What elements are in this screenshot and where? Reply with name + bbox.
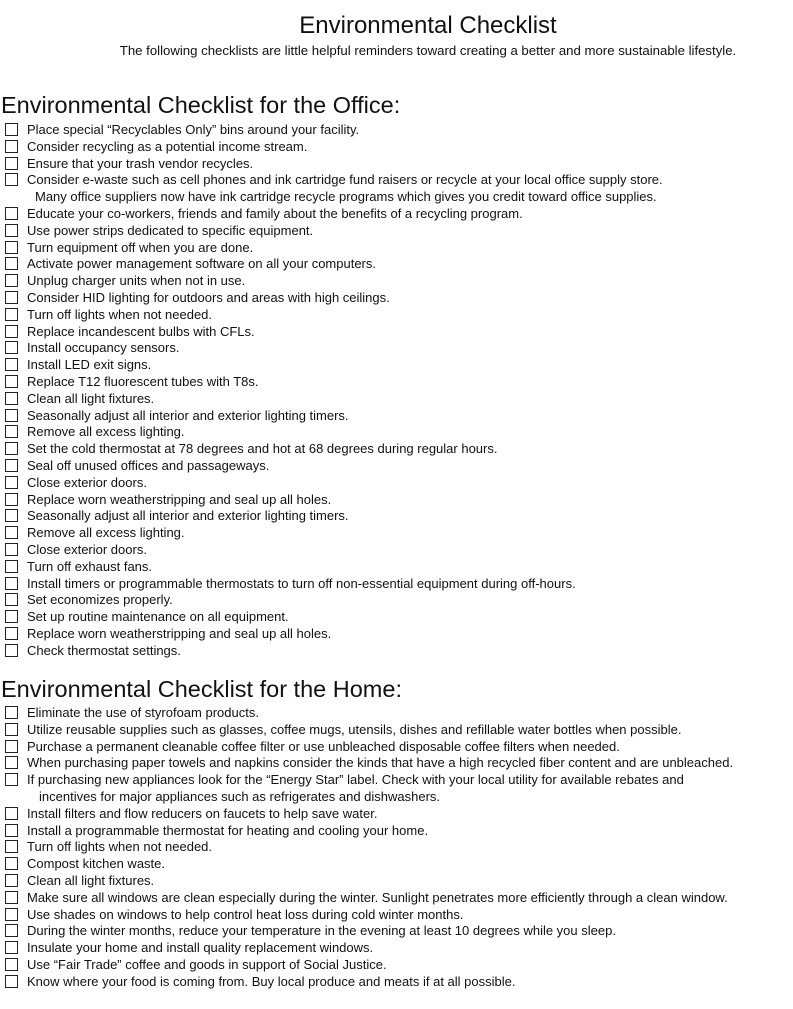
checkbox[interactable] xyxy=(5,157,18,170)
checkbox[interactable] xyxy=(5,207,18,220)
home-checklist-item xyxy=(0,823,793,840)
office-checklist-item xyxy=(0,458,793,475)
office-section-title: Environmental Checklist for the Office: xyxy=(1,92,401,118)
home-checklist-item xyxy=(0,839,793,856)
office-checklist-item xyxy=(0,139,793,156)
checkbox[interactable] xyxy=(5,840,18,853)
checklist-item-text: Turn off lights when not needed. xyxy=(27,306,213,322)
office-checklist-item xyxy=(0,374,793,391)
checklist-item-text: Seasonally adjust all interior and exterior lighting timers. xyxy=(27,508,349,524)
checkbox[interactable] xyxy=(5,941,18,954)
checkbox[interactable] xyxy=(5,824,18,837)
home-checklist-item xyxy=(0,957,793,974)
checklist-item-text: Install timers or programmable thermostats to turn off non-essential equipment during off-hours. xyxy=(27,575,576,591)
checkbox[interactable] xyxy=(5,644,18,657)
checkbox[interactable] xyxy=(5,857,18,870)
office-checklist-item xyxy=(0,424,793,441)
checkbox[interactable] xyxy=(5,958,18,971)
checklist-item-text: Set up routine maintenance on all equipment. xyxy=(27,609,289,625)
checkbox[interactable] xyxy=(5,610,18,623)
checklist-item-text: Install LED exit signs. xyxy=(27,357,152,373)
checklist-item-text: Consider HID lighting for outdoors and areas with high ceilings. xyxy=(27,289,390,305)
checklist-item-text: Replace T12 fluorescent tubes with T8s. xyxy=(27,373,259,389)
checklist-item-text: Turn equipment off when you are done. xyxy=(27,239,254,255)
office-checklist-item xyxy=(0,206,793,223)
office-checklist-item xyxy=(0,525,793,542)
checkbox[interactable] xyxy=(5,409,18,422)
home-checklist-item xyxy=(0,974,793,991)
checkbox[interactable] xyxy=(5,291,18,304)
checklist-item-text: Replace worn weatherstripping and seal up all holes. xyxy=(27,625,332,641)
office-checklist-item xyxy=(0,256,793,273)
office-checklist-item xyxy=(0,240,793,257)
checklist-item-text: Replace incandescent bulbs with CFLs. xyxy=(27,323,255,339)
office-checklist-item xyxy=(0,273,793,290)
checklist-item-continuation-text: Many office suppliers now have ink cartridge recycle programs which gives you credit toward office supplies. xyxy=(35,189,657,205)
page-title: Environmental Checklist xyxy=(299,12,557,39)
checkbox[interactable] xyxy=(5,773,18,786)
checklist-item-text: Utilize reusable supplies such as glasses, coffee mugs, utensils, dishes and refillable water bottles when possible. xyxy=(27,721,682,737)
checkbox[interactable] xyxy=(5,543,18,556)
checklist-item-text: Use “Fair Trade” coffee and goods in support of Social Justice. xyxy=(27,956,387,972)
home-checklist-item xyxy=(0,772,793,806)
home-checklist-item xyxy=(0,940,793,957)
checklist-item-text: Insulate your home and install quality replacement windows. xyxy=(27,940,374,956)
office-checklist-item xyxy=(0,122,793,139)
checklist-item-text: Install filters and flow reducers on faucets to help save water. xyxy=(27,805,378,821)
checkbox[interactable] xyxy=(5,358,18,371)
office-checklist-item xyxy=(0,307,793,324)
page-subtitle: The following checklists are little helpful reminders toward creating a better and more sustainable lifestyle. xyxy=(119,43,737,58)
checkbox[interactable] xyxy=(5,706,18,719)
checkbox[interactable] xyxy=(5,308,18,321)
office-checklist-item xyxy=(0,441,793,458)
checkbox[interactable] xyxy=(5,241,18,254)
office-checklist-item xyxy=(0,492,793,509)
checkbox[interactable] xyxy=(5,173,18,186)
checklist-item-text: Use power strips dedicated to specific equipment. xyxy=(27,222,314,238)
checkbox[interactable] xyxy=(5,442,18,455)
checklist-item-text: Turn off lights when not needed. xyxy=(27,839,213,855)
checkbox[interactable] xyxy=(5,627,18,640)
checklist-item-text: Replace worn weatherstripping and seal up all holes. xyxy=(27,491,332,507)
checkbox[interactable] xyxy=(5,756,18,769)
checkbox[interactable] xyxy=(5,593,18,606)
checklist-item-text: Set economizes properly. xyxy=(27,592,173,608)
checkbox[interactable] xyxy=(5,341,18,354)
office-checklist-item xyxy=(0,475,793,492)
checklist-item-text: Seasonally adjust all interior and exterior lighting timers. xyxy=(27,407,349,423)
checklist-item-text: If purchasing new appliances look for the “Energy Star” label. Check with your local utility for available rebates and xyxy=(27,772,684,788)
home-checklist-item xyxy=(0,856,793,873)
checklist-item-text: Educate your co-workers, friends and family about the benefits of a recycling program. xyxy=(27,205,523,221)
office-checklist-item xyxy=(0,340,793,357)
home-checklist-item xyxy=(0,705,793,722)
checklist-item-continuation-text: incentives for major appliances such as refrigerates and dishwashers. xyxy=(39,788,441,804)
checkbox[interactable] xyxy=(5,723,18,736)
checklist-item-text: Clean all light fixtures. xyxy=(27,390,155,406)
home-checklist-item xyxy=(0,739,793,756)
checklist-item-text: Remove all excess lighting. xyxy=(27,525,185,541)
office-checklist-item xyxy=(0,223,793,240)
checklist-item-text: Remove all excess lighting. xyxy=(27,424,185,440)
checklist-item-text: Set the cold thermostat at 78 degrees and hot at 68 degrees during regular hours. xyxy=(27,441,498,457)
checkbox[interactable] xyxy=(5,874,18,887)
home-checklist-item xyxy=(0,755,793,772)
home-checklist-item xyxy=(0,806,793,823)
checklist-item-text: Activate power management software on all your computers. xyxy=(27,256,377,272)
home-checklist-item xyxy=(0,907,793,924)
checkbox[interactable] xyxy=(5,224,18,237)
checklist-item-text: Purchase a permanent cleanable coffee filter or use unbleached disposable coffee filters when needed. xyxy=(27,738,620,754)
checklist-item-text: Close exterior doors. xyxy=(27,474,147,490)
checklist-item-text: Ensure that your trash vendor recycles. xyxy=(27,155,254,171)
checkbox[interactable] xyxy=(5,425,18,438)
checkbox[interactable] xyxy=(5,891,18,904)
checklist-item-text: Clean all light fixtures. xyxy=(27,872,155,888)
checklist-item-text: Place special “Recyclables Only” bins around your facility. xyxy=(27,122,360,137)
office-checklist-item xyxy=(0,609,793,626)
checkbox[interactable] xyxy=(5,509,18,522)
checkbox[interactable] xyxy=(5,392,18,405)
office-checklist-item xyxy=(0,626,793,643)
checkbox[interactable] xyxy=(5,375,18,388)
checkbox[interactable] xyxy=(5,908,18,921)
checklist-item-text: During the winter months, reduce your temperature in the evening at least 10 degrees while you sleep. xyxy=(27,923,616,939)
checkbox[interactable] xyxy=(5,526,18,539)
checkbox[interactable] xyxy=(5,924,18,937)
checklist-item-text: Eliminate the use of styrofoam products. xyxy=(27,705,259,720)
office-checklist-item xyxy=(0,576,793,593)
office-checklist-item xyxy=(0,391,793,408)
checkbox[interactable] xyxy=(5,975,18,988)
checklist-item-text: Use shades on windows to help control heat loss during cold winter months. xyxy=(27,906,464,922)
office-checklist-item xyxy=(0,542,793,559)
checkbox[interactable] xyxy=(5,740,18,753)
checkbox[interactable] xyxy=(5,493,18,506)
home-section-title: Environmental Checklist for the Home: xyxy=(1,676,402,702)
checkbox[interactable] xyxy=(5,459,18,472)
office-checklist-item xyxy=(0,172,793,206)
checkbox[interactable] xyxy=(5,274,18,287)
checklist-item-text: Consider recycling as a potential income stream. xyxy=(27,138,308,154)
office-checklist-item xyxy=(0,156,793,173)
office-checklist-item xyxy=(0,559,793,576)
office-checklist xyxy=(0,122,793,660)
home-checklist-item xyxy=(0,890,793,907)
office-checklist-item xyxy=(0,290,793,307)
checklist-item-text: Know where your food is coming from. Buy local produce and meats if at all possible. xyxy=(27,973,516,989)
office-checklist-item xyxy=(0,643,793,660)
checklist-item-text: Seal off unused offices and passageways. xyxy=(27,457,270,473)
checklist-item-text: Compost kitchen waste. xyxy=(27,856,166,872)
office-checklist-item xyxy=(0,592,793,609)
checkbox[interactable] xyxy=(5,325,18,338)
office-checklist-item xyxy=(0,324,793,341)
checkbox[interactable] xyxy=(5,123,18,136)
office-checklist-item xyxy=(0,508,793,525)
checklist-item-text: Install a programmable thermostat for heating and cooling your home. xyxy=(27,822,429,838)
checklist-item-text: Check thermostat settings. xyxy=(27,642,181,658)
checklist-item-text: Unplug charger units when not in use. xyxy=(27,273,246,289)
checklist-item-text: Close exterior doors. xyxy=(27,541,147,557)
office-checklist-item xyxy=(0,357,793,374)
checklist-item-text: Make sure all windows are clean especially during the winter. Sunlight penetrates more efficiently through a clean window. xyxy=(27,889,728,905)
checklist-item-text: When purchasing paper towels and napkins consider the kinds that have a high recycled fiber content and are unbleached. xyxy=(27,755,734,771)
checkbox[interactable] xyxy=(5,560,18,573)
home-checklist-item xyxy=(0,873,793,890)
checkbox[interactable] xyxy=(5,140,18,153)
home-checklist xyxy=(0,705,793,991)
checklist-item-text: Consider e-waste such as cell phones and ink cartridge fund raisers or recycle at your local office supply store. xyxy=(27,172,663,188)
home-checklist-item xyxy=(0,722,793,739)
office-checklist-item xyxy=(0,408,793,425)
checkbox[interactable] xyxy=(5,807,18,820)
checkbox[interactable] xyxy=(5,577,18,590)
checklist-item-text: Install occupancy sensors. xyxy=(27,340,180,356)
home-checklist-item xyxy=(0,923,793,940)
checklist-item-text: Turn off exhaust fans. xyxy=(27,558,153,574)
checkbox[interactable] xyxy=(5,476,18,489)
checkbox[interactable] xyxy=(5,257,18,270)
